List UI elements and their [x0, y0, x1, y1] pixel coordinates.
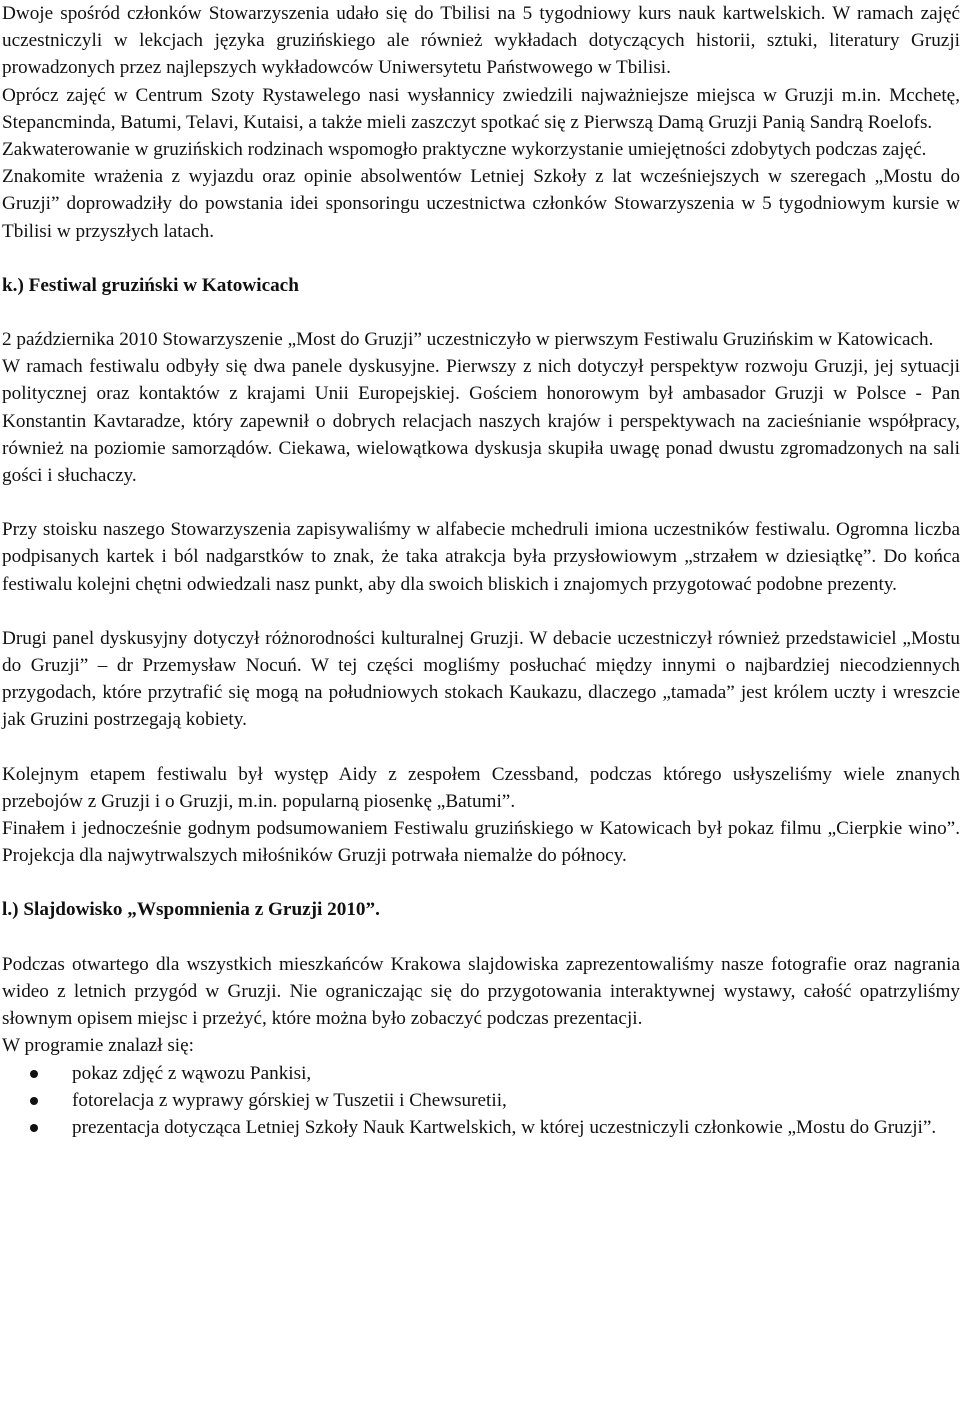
list-item-text: prezentacja dotycząca Letniej Szkoły Nauk Kartwelskich, w której uczestniczyli członkowie „Mostu do Gruzji”.: [72, 1116, 937, 1138]
list-item: [72, 1060, 960, 1087]
paragraph-concert: Kolejnym etapem festiwalu był występ Aidy z zespołem Czessband, podczas którego usłyszeliśmy wiele znanych przebojów z Gruzji i o Gruzji, m.in. popularną piosenkę „Batumi”.: [2, 763, 960, 812]
paragraph-film: Finałem i jednocześnie godnym podsumowaniem Festiwalu gruzińskiego w Katowicach był pokaz filmu „Cierpkie wino”. Projekcja dla najwytrwalszych miłośników Gruzji potrwała niemalże do północy.: [2, 818, 960, 867]
list-item: [72, 1087, 960, 1114]
paragraph-slideshow: Podczas otwartego dla wszystkich mieszkańców Krakowa slajdowiska zaprezentowaliśmy nasze fotografie oraz nagrania wideo z letnich przygód w Gruzji. Nie ograniczając się do przygotowania interaktywnej wystawy, całość opatrzyliśmy słownym opisem miejsc i przeżyć, które można było zobaczyć podczas prezentacji.: [2, 953, 960, 1030]
list-item-text: pokaz zdjęć z wąwozu Pankisi,: [72, 1062, 312, 1084]
paragraph-accommodation: Zakwaterowanie w gruzińskich rodzinach wspomogło praktyczne wykorzystanie umiejętności zdobytych podczas zajęć.: [2, 139, 927, 161]
bullet-icon: [30, 1124, 38, 1132]
bullet-icon: [30, 1097, 38, 1105]
list-item-text: fotorelacja z wyprawy górskiej w Tuszetii i Chewsuretii,: [72, 1089, 507, 1111]
list-item: [72, 1114, 960, 1141]
paragraph-tbilisi-course: Dwoje spośród członków Stowarzyszenia udało się do Tbilisi na 5 tygodniowy kurs nauk kartwelskich. W ramach zajęć uczestniczyli w lekcjach języka gruzińskiego ale również wykładach dotyczących historii, sztuki, literatury Gruzji prowadzonych przez najlepszych wykładowców Uniwersytetu Państwowego w Tbilisi.: [2, 3, 960, 79]
section-heading-slideshow: l.) Slajdowisko „Wspomnienia z Gruzji 2010”.: [2, 899, 380, 921]
paragraph-festival-intro: 2 października 2010 Stowarzyszenie „Most do Gruzji” uczestniczyło w pierwszym Festiwalu Gruzińskim w Katowicach.: [2, 329, 934, 351]
paragraph-second-panel: Drugi panel dyskusyjny dotyczył różnorodności kulturalnej Gruzji. W debacie uczestniczył również przedstawiciel „Mostu do Gruzji” – dr Przemysław Nocuń. W tej części mogliśmy posłuchać między innymi o najbardziej niecodziennych przygodach, które przytrafić się mogą na południowych stokach Kaukazu, dlaczego „tamada” jest królem uczty i wreszcie jak Gruzini postrzegają kobiety.: [2, 627, 960, 731]
paragraph-first-panel: W ramach festiwalu odbyły się dwa panele dyskusyjne. Pierwszy z nich dotyczył perspektyw rozwoju Gruzji, jej sytuacji politycznej oraz kontaktów z krajami Unii Europejskiej. Gościem honorowym był ambasador Gruzji w Polsce - Pan Konstantin Kavtaradze, który zapewnił o dobrych relacjach naszych krajów i perspektywach na zacieśnianie współpracy, również na poziomie samorządów. Ciekawa, wielowątkowa dyskusja skupiła uwagę ponad dwustu zgromadzonych na sali gości i słuchaczy.: [2, 356, 960, 487]
paragraph-program-intro: W programie znalazł się:: [2, 1035, 194, 1057]
paragraph-sponsorship: Znakomite wrażenia z wyjazdu oraz opinie absolwentów Letniej Szkoły z lat wcześniejszych w szeregach „Mostu do Gruzji” doprowadziły do powstania idei sponsoringu uczestnictwa członków Stowarzyszenia w 5 tygodniowym kursie w Tbilisi w przyszłych latach.: [2, 166, 960, 242]
section-heading-festival: k.) Festiwal gruziński w Katowicach: [2, 274, 299, 296]
bullet-icon: [30, 1070, 38, 1078]
program-list: [2, 1060, 960, 1142]
paragraph-stand: Przy stoisku naszego Stowarzyszenia zapisywaliśmy w alfabecie mchedruli imiona uczestników festiwalu. Ogromna liczba podpisanych kartek i ból nadgarstków to znak, że taka atrakcja była przysłowiowym „strzałem w dziesiątkę”. Do końca festiwalu kolejni chętni odwiedzali nasz punkt, aby dla swoich bliskich i znajomych przygotować podobne prezenty.: [2, 519, 960, 595]
paragraph-sightseeing: Oprócz zajęć w Centrum Szoty Rystawelego nasi wysłannicy zwiedzili najważniejsze miejsca w Gruzji m.in. Mcchetę, Stepancminda, Batumi, Telavi, Kutaisi, a także mieli zaszczyt spotkać się z Pierwszą Damą Gruzji Panią Sandrą Roelofs.: [2, 84, 960, 133]
